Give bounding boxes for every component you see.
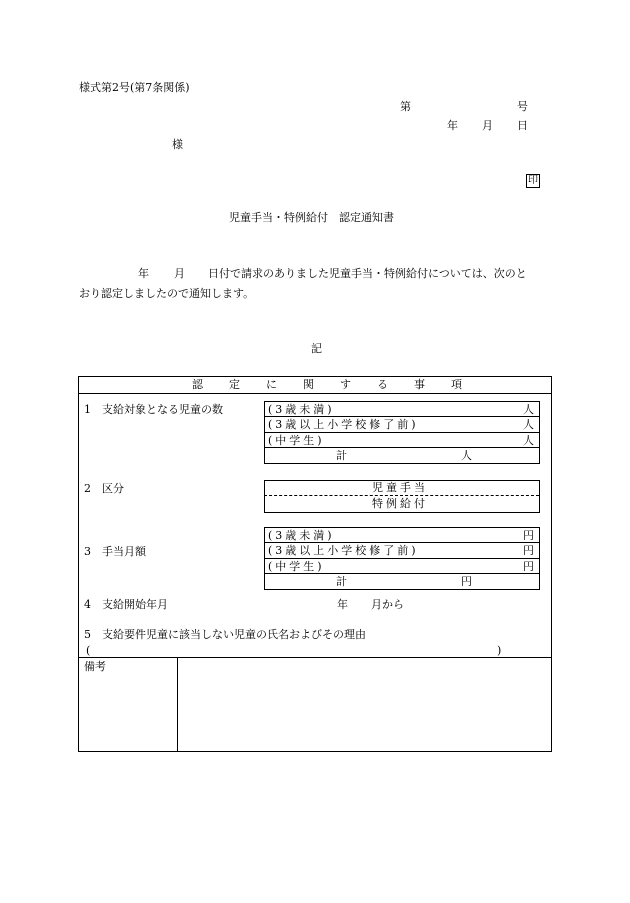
item3-row-unit: 円 bbox=[523, 560, 534, 573]
item2-option-child-allowance: 児童手当 bbox=[372, 481, 428, 494]
item1-total-unit: 人 bbox=[461, 449, 472, 462]
item5-open-paren: ( bbox=[86, 644, 91, 657]
intro-line1: 日付で請求のありました児童手当・特例給付については、次のと bbox=[208, 267, 527, 280]
item1-row-label: (3歳以上小学校修了前) bbox=[268, 418, 419, 431]
intro-line2: おり認定しましたので通知します。 bbox=[79, 287, 255, 300]
remarks-column-divider bbox=[177, 657, 178, 751]
intro-year: 年 bbox=[138, 267, 149, 280]
item1-total-label: 計 bbox=[336, 449, 347, 462]
item1-row-label: (3歳未満) bbox=[268, 403, 335, 416]
form-number: 様式第2号(第7条関係) bbox=[79, 81, 190, 94]
item3-row-unit: 円 bbox=[523, 529, 534, 542]
divider bbox=[264, 416, 539, 417]
item4-label: 4 支給開始年月 bbox=[84, 598, 168, 611]
item3-total-label: 計 bbox=[336, 575, 347, 588]
item2-option-special-benefit: 特例給付 bbox=[372, 497, 428, 510]
divider bbox=[264, 573, 539, 574]
item3-row-label: (3歳以上小学校修了前) bbox=[268, 544, 419, 557]
item1-row-unit: 人 bbox=[523, 418, 534, 431]
item1-label: 1 支給対象となる児童の数 bbox=[84, 403, 223, 416]
divider bbox=[264, 558, 539, 559]
intro-month: 月 bbox=[174, 267, 185, 280]
date-year: 年 bbox=[447, 119, 458, 132]
item3-total-unit: 円 bbox=[461, 575, 472, 588]
divider bbox=[264, 432, 539, 433]
item1-row-unit: 人 bbox=[523, 434, 534, 447]
item2-label: 2 区分 bbox=[84, 482, 124, 495]
table-header-divider bbox=[78, 393, 551, 394]
item4-year: 年 bbox=[337, 598, 348, 611]
number-suffix: 号 bbox=[517, 100, 528, 113]
date-month: 月 bbox=[482, 119, 493, 132]
item1-row-label: (中学生) bbox=[268, 434, 325, 447]
item3-row-label: (3歳未満) bbox=[268, 529, 335, 542]
item4-month-from: 月から bbox=[371, 598, 404, 611]
addressee-suffix: 様 bbox=[172, 138, 183, 151]
item3-label: 3 手当月額 bbox=[84, 545, 146, 558]
seal-mark: 印 bbox=[528, 175, 538, 186]
date-day: 日 bbox=[517, 119, 528, 132]
item2-dashed-divider bbox=[264, 495, 539, 496]
divider bbox=[264, 447, 539, 448]
ki-mark: 記 bbox=[311, 342, 322, 355]
table-header: 認定に関する事項 bbox=[192, 378, 488, 391]
item3-row-unit: 円 bbox=[523, 544, 534, 557]
divider bbox=[264, 542, 539, 543]
item1-row-unit: 人 bbox=[523, 403, 534, 416]
remarks-divider bbox=[78, 657, 551, 658]
document-title: 児童手当・特例給付 認定通知書 bbox=[229, 211, 394, 224]
number-prefix: 第 bbox=[400, 100, 411, 113]
item3-row-label: (中学生) bbox=[268, 560, 325, 573]
item5-label: 5 支給要件児童に該当しない児童の氏名およびその理由 bbox=[84, 628, 366, 641]
remarks-label: 備考 bbox=[84, 660, 106, 673]
item5-close-paren: ) bbox=[497, 644, 502, 657]
